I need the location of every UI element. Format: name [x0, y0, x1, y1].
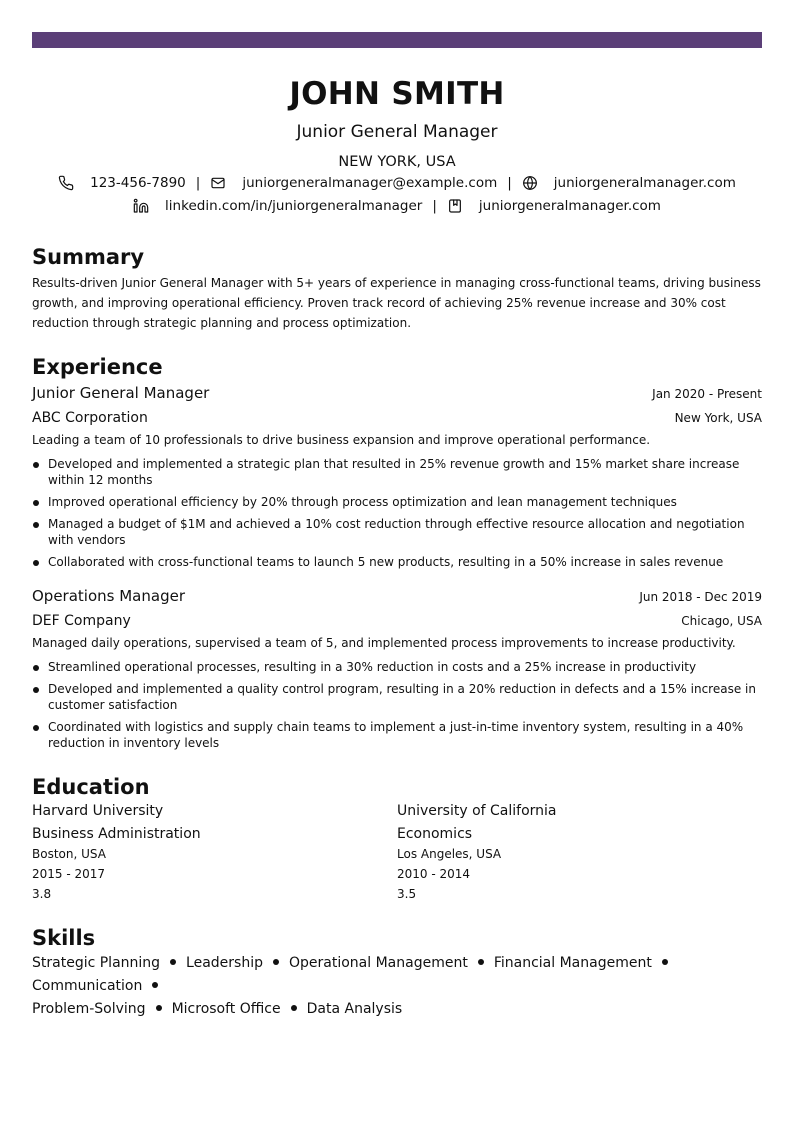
bullet-text: Developed and implemented a quality control program, resulting in a 20% reduction in defects and a 15% increase in customer satisfaction — [48, 682, 756, 712]
job-bullets — [32, 456, 762, 570]
phone-icon — [58, 175, 74, 191]
resume-page — [32, 48, 762, 1021]
candidate-name: JOHN SMITH — [289, 76, 505, 112]
job-title: Junior General Manager — [32, 384, 210, 402]
skill-separator-icon — [478, 959, 484, 965]
website-text: juniorgeneralmanager.com — [553, 175, 736, 191]
skill-separator-icon — [156, 1005, 162, 1011]
linkedin-text: linkedin.com/in/juniorgeneralmanager — [165, 198, 423, 214]
bullet-dot-icon — [33, 560, 39, 566]
bullet-text: Improved operational efficiency by 20% through process optimization and lean management techniques — [48, 495, 677, 509]
candidate-title: Junior General Manager — [296, 122, 498, 142]
globe-icon — [522, 175, 538, 191]
job-entry — [32, 586, 762, 751]
separator: | — [507, 175, 512, 191]
skill-separator-icon — [273, 959, 279, 965]
skill-separator-icon — [291, 1005, 297, 1011]
job-bullets — [32, 659, 762, 751]
skill-item: Financial Management — [493, 955, 652, 971]
bullet-text: Streamlined operational processes, resulting in a 30% reduction in costs and a 25% increase in productivity — [48, 660, 697, 674]
skill-item: Operational Management — [289, 955, 468, 971]
contact-row-primary — [32, 174, 762, 192]
bullet-dot-icon — [33, 462, 39, 468]
bullet-text: Developed and implemented a strategic plan that resulted in 25% revenue growth and 15% market share increase within 12 months — [48, 457, 740, 487]
contact-phone[interactable] — [58, 174, 186, 192]
job-location: Chicago, USA — [681, 614, 762, 628]
education-degree: Economics — [397, 826, 473, 842]
bullet-text: Managed a budget of $1M and achieved a 10% cost reduction through effective resource allocation and negotiation with vendors — [48, 517, 745, 547]
bullet-text: Collaborated with cross-functional teams to launch 5 new products, resulting in a 50% increase in sales revenue — [48, 555, 724, 569]
job-company: DEF Company — [32, 613, 131, 629]
bullet-dot-icon — [33, 665, 39, 671]
accent-bar — [32, 32, 762, 48]
bookmark-icon — [447, 198, 463, 214]
contact-linkedin[interactable] — [133, 197, 422, 215]
job-description: Leading a team of 10 professionals to drive business expansion and improve operational performance. — [32, 433, 651, 447]
education-years: 2010 - 2014 — [397, 867, 471, 881]
separator: | — [195, 175, 201, 191]
skill-item: Leadership — [186, 955, 263, 971]
education-gpa: 3.8 — [32, 887, 52, 901]
bullet-item — [32, 516, 762, 548]
bullet-item — [32, 719, 762, 751]
separator: | — [432, 198, 437, 214]
bullet-item — [32, 659, 762, 675]
job-company: ABC Corporation — [32, 410, 148, 426]
bullet-text: Coordinated with logistics and supply chain teams to implement a just-in-time inventory system, resulting in a 40% reduction in inventory levels — [48, 720, 744, 750]
contact-email[interactable] — [210, 174, 497, 192]
education-school: University of California — [397, 803, 557, 819]
education-entry — [397, 799, 762, 904]
education-degree: Business Administration — [32, 826, 201, 842]
education-location: Boston, USA — [32, 847, 106, 861]
bullet-dot-icon — [33, 687, 39, 693]
education-heading: Education — [32, 775, 150, 799]
bullet-dot-icon — [33, 522, 39, 528]
education-location: Los Angeles, USA — [397, 847, 502, 861]
job-title: Operations Manager — [32, 587, 185, 605]
skill-item: Microsoft Office — [171, 1001, 281, 1017]
skill-separator-icon — [662, 959, 668, 965]
summary-heading: Summary — [32, 245, 145, 269]
candidate-location: NEW YORK, USA — [338, 154, 456, 170]
education-school: Harvard University — [32, 803, 164, 819]
bullet-item — [32, 456, 762, 488]
skill-item: Data Analysis — [306, 1001, 403, 1017]
bullet-dot-icon — [33, 725, 39, 731]
skills-heading: Skills — [32, 926, 96, 950]
job-dates: Jun 2018 - Dec 2019 — [639, 590, 762, 604]
linkedin-icon — [133, 198, 149, 214]
bullet-item — [32, 681, 762, 713]
skill-item: Strategic Planning — [32, 955, 161, 971]
contact-row-secondary — [32, 197, 762, 215]
skill-separator-icon — [170, 959, 176, 965]
contact-portfolio[interactable] — [447, 197, 661, 215]
job-location: New York, USA — [674, 411, 762, 425]
education-gpa: 3.5 — [397, 887, 417, 901]
mail-icon — [210, 175, 226, 191]
job-entry — [32, 383, 762, 570]
contact-website[interactable] — [522, 174, 736, 192]
summary-text: Results-driven Junior General Manager with 5+ years of experience in managing cross-functional teams, driving business growth, and improving operational efficiency. Proven track record of achieving 25% revenue increase and 30% cost reduction through strategic planning and process optimization. — [32, 276, 761, 330]
skill-item: Communication — [32, 978, 143, 994]
skills-section — [32, 926, 762, 1021]
skill-item: Problem-Solving — [32, 1001, 146, 1017]
bullet-item — [32, 554, 762, 570]
portfolio-text: juniorgeneralmanager.com — [478, 198, 661, 214]
education-entry — [32, 799, 397, 904]
job-dates: Jan 2020 - Present — [652, 387, 762, 401]
education-section — [32, 775, 762, 904]
experience-heading: Experience — [32, 355, 163, 379]
phone-text: 123-456-7890 — [90, 175, 186, 191]
job-description: Managed daily operations, supervised a team of 5, and implemented process improvements to increase productivity. — [32, 636, 736, 650]
summary-section — [32, 245, 762, 333]
skill-separator-icon — [152, 982, 158, 988]
bullet-dot-icon — [33, 500, 39, 506]
education-years: 2015 - 2017 — [32, 867, 106, 881]
skills-list — [32, 952, 752, 1021]
experience-section — [32, 355, 762, 751]
bullet-item — [32, 494, 762, 510]
email-text: juniorgeneralmanager@example.com — [242, 175, 498, 191]
